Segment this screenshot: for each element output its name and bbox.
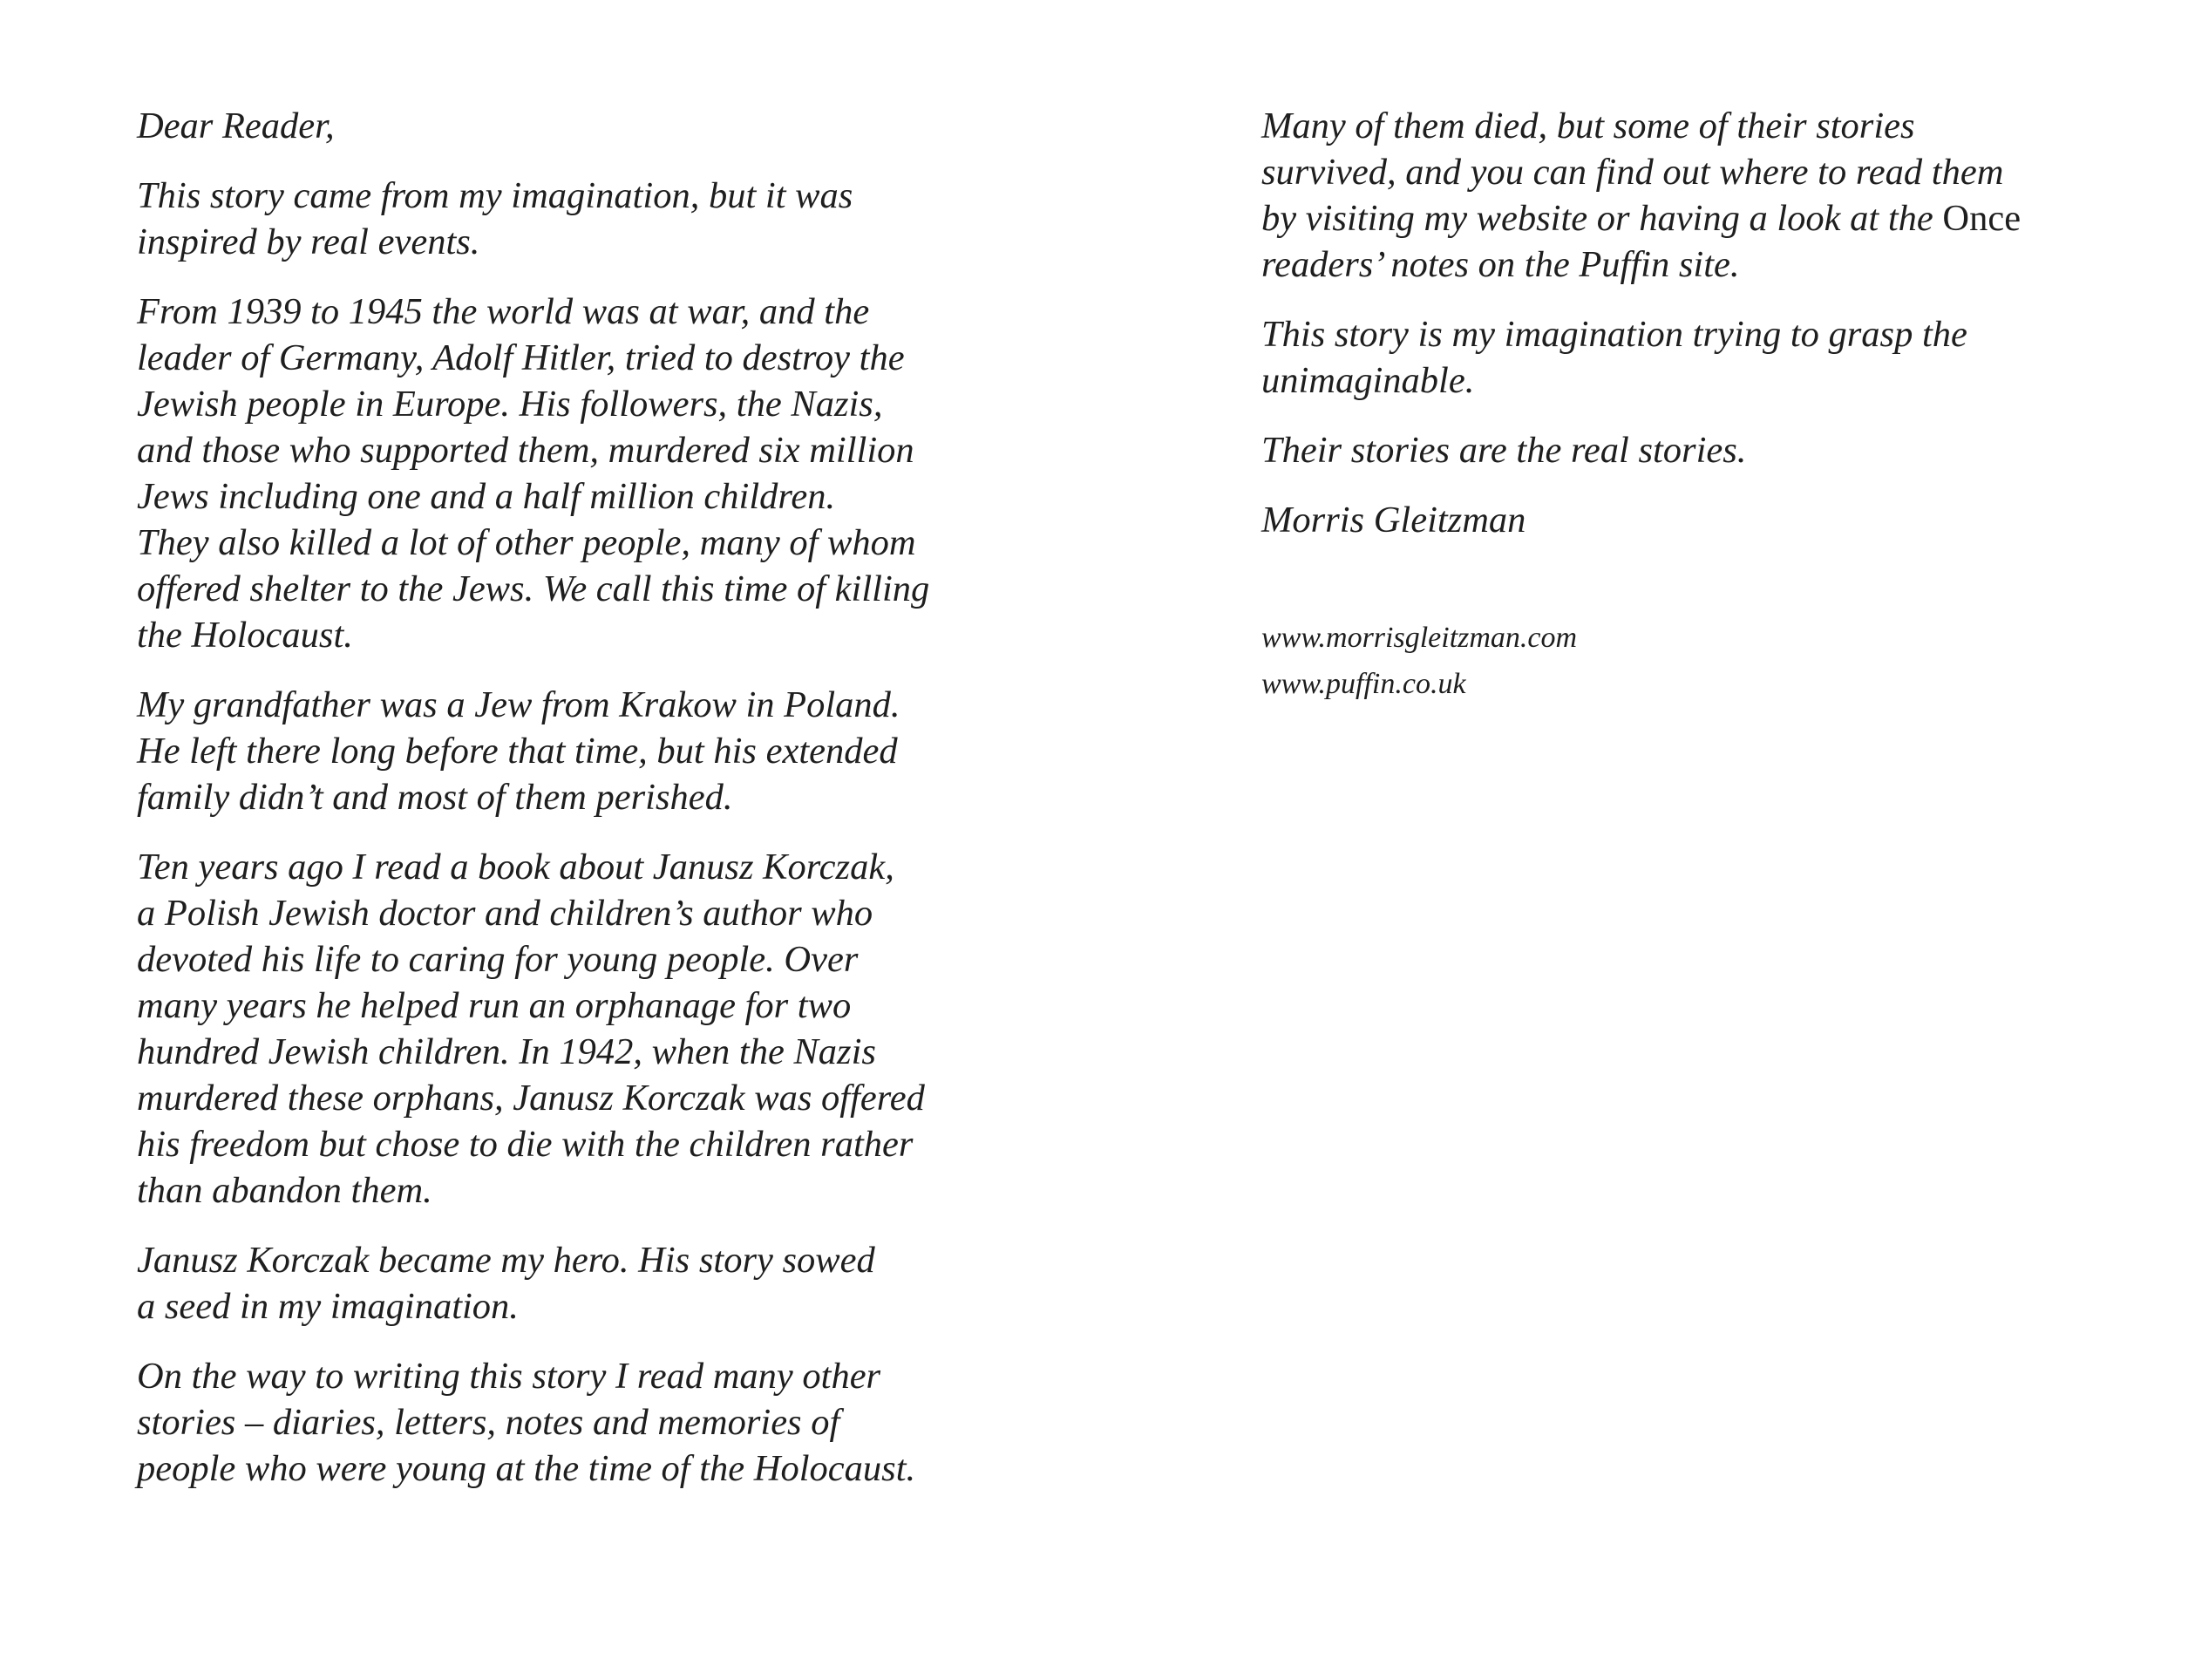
letter-paragraph-1 [137, 173, 974, 265]
letter-salutation: Dear Reader, [137, 105, 335, 146]
text-line: and those who supported them, murdered six million [137, 430, 914, 471]
text-line: unimaginable. [1261, 360, 1475, 401]
text-line: My grandfather was a Jew from Krakow in Poland. [137, 684, 900, 725]
text-line: a seed in my imagination. [137, 1286, 519, 1327]
text-line: From 1939 to 1945 the world was at war, and the [137, 291, 870, 332]
text-line: They also killed a lot of other people, many of whom [137, 522, 916, 563]
text-line: This story came from my imagination, but it was [137, 175, 853, 216]
text-line: stories – diaries, letters, notes and memories of [137, 1402, 840, 1443]
text-line: people who were young at the time of the Holocaust. [137, 1448, 916, 1489]
text-line: Many of them died, but some of their stories [1261, 105, 1915, 146]
letter-paragraph-5 [137, 1237, 974, 1330]
letter-paragraph-2 [137, 289, 974, 658]
text-line: He left there long before that time, but his extended [137, 731, 898, 772]
text-line: many years he helped run an orphanage for two [137, 985, 852, 1026]
text-line: This story is my imagination trying to grasp the [1261, 314, 1967, 355]
letter-paragraph-6 [137, 1353, 974, 1492]
text-line: offered shelter to the Jews. We call this time of killing [137, 568, 930, 609]
text-line: readers’ notes on the Puffin site. [1261, 244, 1740, 285]
text-line: Jews including one and a half million children. [137, 476, 836, 517]
letter-paragraph-7 [1261, 103, 2116, 288]
letter-paragraph-9: Their stories are the real stories. [1261, 430, 1747, 471]
text-line: Janusz Korczak became my hero. His story sowed [137, 1240, 875, 1281]
text-line-prefix: by visiting my website or having a look at the [1261, 198, 1943, 239]
author-signature: Morris Gleitzman [1261, 500, 1526, 541]
text-line: hundred Jewish children. In 1942, when the Nazis [137, 1031, 876, 1072]
letter-paragraph-8 [1261, 311, 2116, 404]
text-line: leader of Germany, Adolf Hitler, tried to destroy the [137, 337, 905, 378]
text-line [1261, 195, 2116, 241]
text-line: survived, and you can find out where to read them [1261, 152, 2004, 193]
letter-left-column [137, 103, 974, 1515]
letter-right-column [1261, 103, 2116, 707]
letter-paragraph-3 [137, 682, 974, 820]
text-line: the Holocaust. [137, 615, 353, 656]
text-line: On the way to writing this story I read many other [137, 1356, 881, 1397]
letter-paragraph-4 [137, 844, 974, 1214]
text-line: Ten years ago I read a book about Janusz Korczak, [137, 847, 894, 888]
text-line: inspired by real events. [137, 221, 480, 262]
website-urls [1261, 615, 2116, 707]
text-line: than abandon them. [137, 1170, 432, 1211]
text-line: devoted his life to caring for young people. Over [137, 939, 859, 980]
url-author-website: www.morrisgleitzman.com [1261, 622, 1578, 654]
text-line: family didn’t and most of them perished. [137, 777, 733, 818]
text-line: his freedom but chose to die with the children rather [137, 1124, 914, 1165]
text-line: Jewish people in Europe. His followers, the Nazis, [137, 384, 883, 425]
text-line: murdered these orphans, Janusz Korczak was offered [137, 1078, 925, 1119]
url-publisher-website: www.puffin.co.uk [1261, 668, 1466, 700]
book-title: Once [1942, 198, 2022, 239]
text-line: a Polish Jewish doctor and children’s author who [137, 893, 873, 934]
